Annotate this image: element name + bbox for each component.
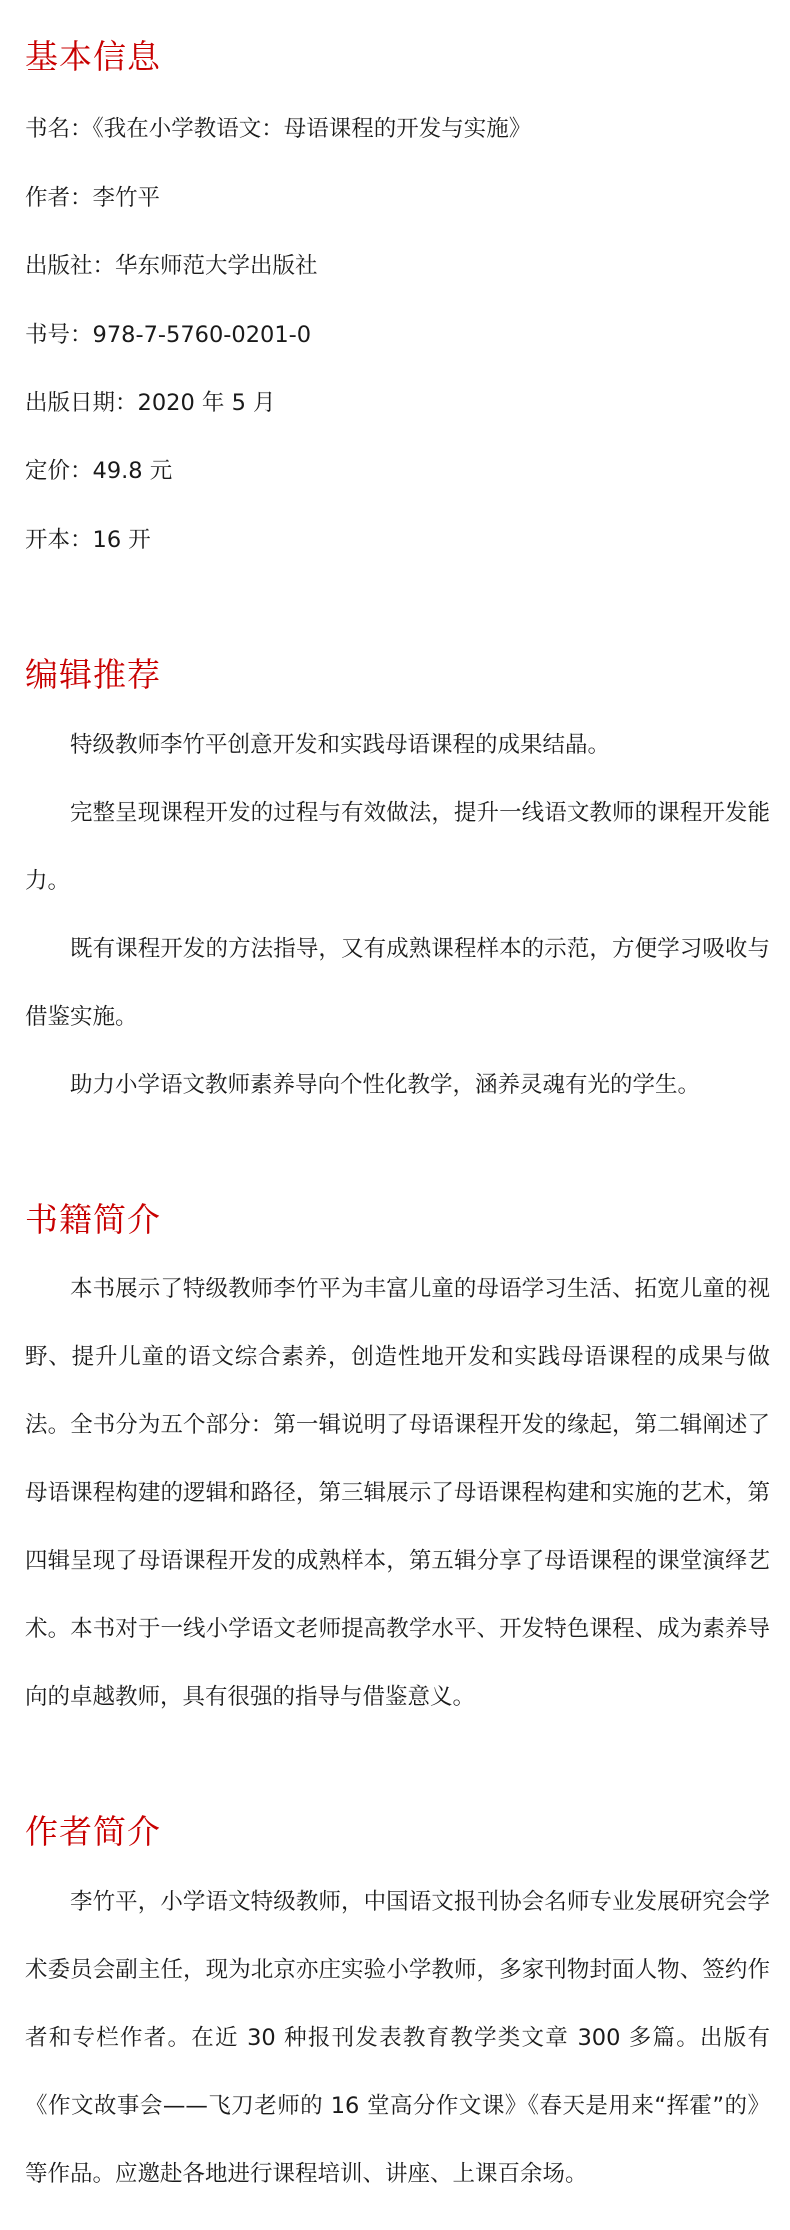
price-line: 定价：49.8 元 bbox=[25, 458, 173, 484]
editor-recommendation-heading: 编辑推荐 bbox=[25, 655, 161, 694]
author-intro-heading: 作者简介 bbox=[25, 1812, 161, 1851]
book-intro-heading: 书籍简介 bbox=[25, 1200, 161, 1239]
basic-info-heading: 基本信息 bbox=[25, 37, 161, 76]
recommendation-paragraph-3: 既有课程开发的方法指导，又有成熟课程样本的示范，方便学习吸收与借鉴实施。 bbox=[25, 936, 770, 1030]
format-line: 开本：16 开 bbox=[25, 527, 151, 553]
author-intro-text: 李竹平，小学语文特级教师，中国语文报刊协会名师专业发展研究会学术委员会副主任，现为北京亦庄实验小学教师，多家刊物封面人物、签约作者和专栏作者。在近 30 种报刊发表教育教学类文章 300 多篇。出版有《作文故事会——飞刀老师的 16 堂高分作文课》《春天是用来“挥霍”的》等作品。应邀赴各地进行课程培训、讲座、上课百余场。 bbox=[25, 1889, 770, 2187]
author-line: 作者：李竹平 bbox=[25, 185, 161, 211]
book-intro-text: 本书展示了特级教师李竹平为丰富儿童的母语学习生活、拓宽儿童的视野、提升儿童的语文综合素养，创造性地开发和实践母语课程的成果与做法。全书分为五个部分：第一辑说明了母语课程开发的缘起，第二辑阐述了母语课程构建的逻辑和路径，第三辑展示了母语课程构建和实施的艺术，第四辑呈现了母语课程开发的成熟样本，第五辑分享了母语课程的课堂演绎艺术。本书对于一线小学语文老师提高教学水平、开发特色课程、成为素养导向的卓越教师，具有很强的指导与借鉴意义。 bbox=[25, 1276, 770, 1710]
recommendation-paragraph-4: 助力小学语文教师素养导向个性化教学，涵养灵魂有光的学生。 bbox=[70, 1072, 701, 1098]
isbn-line: 书号：978-7-5760-0201-0 bbox=[25, 322, 312, 348]
recommendation-paragraph-2: 完整呈现课程开发的过程与有效做法，提升一线语文教师的课程开发能力。 bbox=[25, 800, 770, 894]
book-name-line: 书名：《我在小学教语文：母语课程的开发与实施》 bbox=[25, 116, 532, 142]
publish-date-line: 出版日期：2020 年 5 月 bbox=[25, 390, 276, 416]
publisher-line: 出版社：华东师范大学出版社 bbox=[25, 253, 318, 279]
recommendation-paragraph-1: 特级教师李竹平创意开发和实践母语课程的成果结晶。 bbox=[70, 732, 611, 758]
